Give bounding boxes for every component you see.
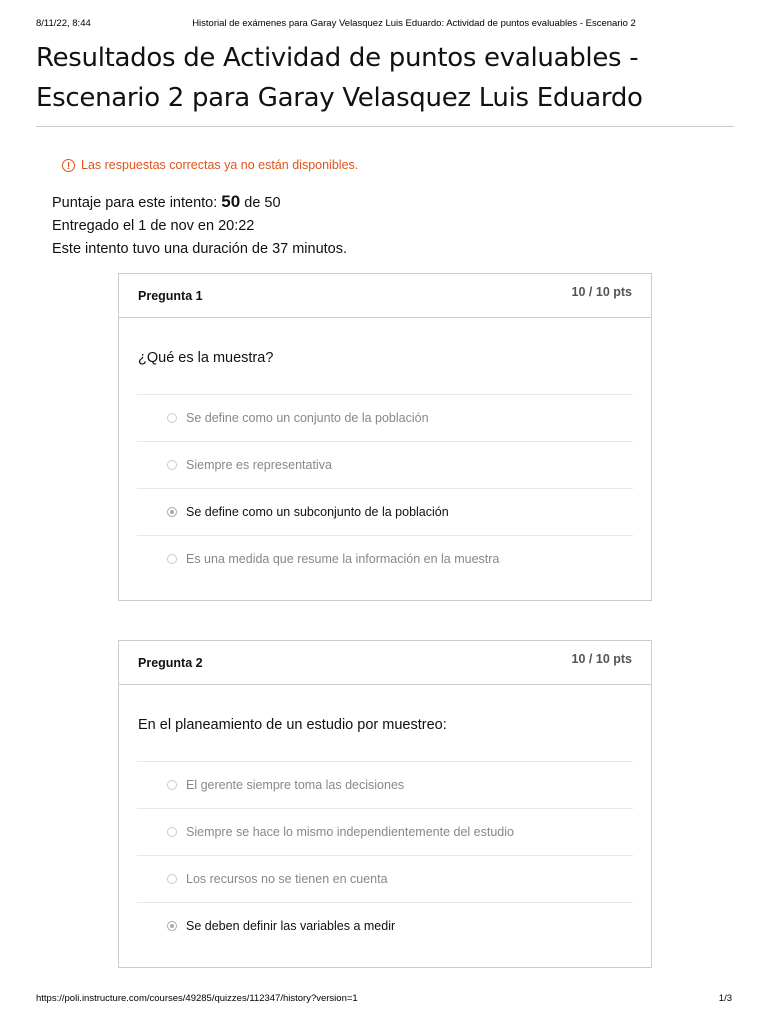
answer-text: Es una medida que resume la información en la muestra (186, 552, 500, 566)
answer-text: Los recursos no se tienen en cuenta (186, 872, 388, 886)
answer-option-selected (137, 488, 633, 535)
answer-text: El gerente siempre toma las decisiones (186, 778, 405, 792)
answer-option (137, 394, 633, 441)
answer-option-selected (137, 902, 633, 949)
question-header (119, 274, 651, 318)
question-1 (118, 273, 652, 601)
answer-option (137, 808, 633, 855)
attempt-duration: Este intento tuvo una duración de 37 minutos. (52, 241, 348, 257)
question-name: Pregunta 1 (138, 289, 203, 303)
print-header (36, 14, 732, 28)
print-footer (36, 993, 732, 1004)
alert-text: Las respuestas correctas ya no están disponibles. (81, 158, 359, 172)
warning-circle-icon: ! (62, 159, 75, 172)
title-divider (36, 126, 734, 127)
answer-option (137, 761, 633, 808)
radio-unselected-icon (167, 413, 177, 423)
question-points: 10 / 10 pts (571, 285, 632, 299)
radio-unselected-icon (167, 827, 177, 837)
question-name: Pregunta 2 (138, 656, 203, 670)
radio-unselected-icon (167, 460, 177, 470)
radio-unselected-icon (167, 780, 177, 790)
page-title (36, 38, 736, 118)
radio-unselected-icon (167, 874, 177, 884)
radio-selected-icon (167, 507, 177, 517)
page-number: 1/3 (718, 993, 732, 1004)
radio-unselected-icon (167, 554, 177, 564)
score-label: Puntaje para este intento: (52, 195, 218, 211)
score-line (52, 190, 347, 215)
question-text: En el planeamiento de un estudio por muestreo: (138, 717, 447, 733)
question-text: ¿Qué es la muestra? (138, 350, 274, 366)
page-title-line-2: Escenario 2 para Garay Velasquez Luis Eduardo (36, 83, 643, 113)
answer-text: Siempre es representativa (186, 458, 332, 472)
answer-text: Se define como un subconjunto de la población (186, 505, 449, 519)
answers-unavailable-alert (62, 158, 358, 172)
question-2 (118, 640, 652, 968)
submitted-date: Entregado el 1 de nov en 20:22 (52, 218, 255, 234)
radio-selected-icon (167, 921, 177, 931)
answer-option (137, 535, 633, 582)
print-date: 8/11/22, 8:44 (36, 18, 91, 29)
answer-option (137, 855, 633, 902)
score-value: 50 (221, 192, 241, 211)
answer-text: Se define como un conjunto de la población (186, 411, 429, 425)
attempt-summary (52, 190, 347, 261)
answer-text: Siempre se hace lo mismo independientemente del estudio (186, 825, 514, 839)
print-document-title: Historial de exámenes para Garay Velasquez Luis Eduardo: Actividad de puntos evaluables - Escenario 2 (192, 18, 636, 29)
score-suffix: de 50 (244, 195, 281, 211)
question-header (119, 641, 651, 685)
answer-text: Se deben definir las variables a medir (186, 919, 396, 933)
question-points: 10 / 10 pts (571, 652, 632, 666)
print-url: https://poli.instructure.com/courses/49285/quizzes/112347/history?version=1 (36, 993, 358, 1004)
answer-option (137, 441, 633, 488)
page-title-line-1: Resultados de Actividad de puntos evaluables - (36, 43, 639, 73)
answer-list (137, 761, 633, 967)
answer-list (137, 394, 633, 600)
